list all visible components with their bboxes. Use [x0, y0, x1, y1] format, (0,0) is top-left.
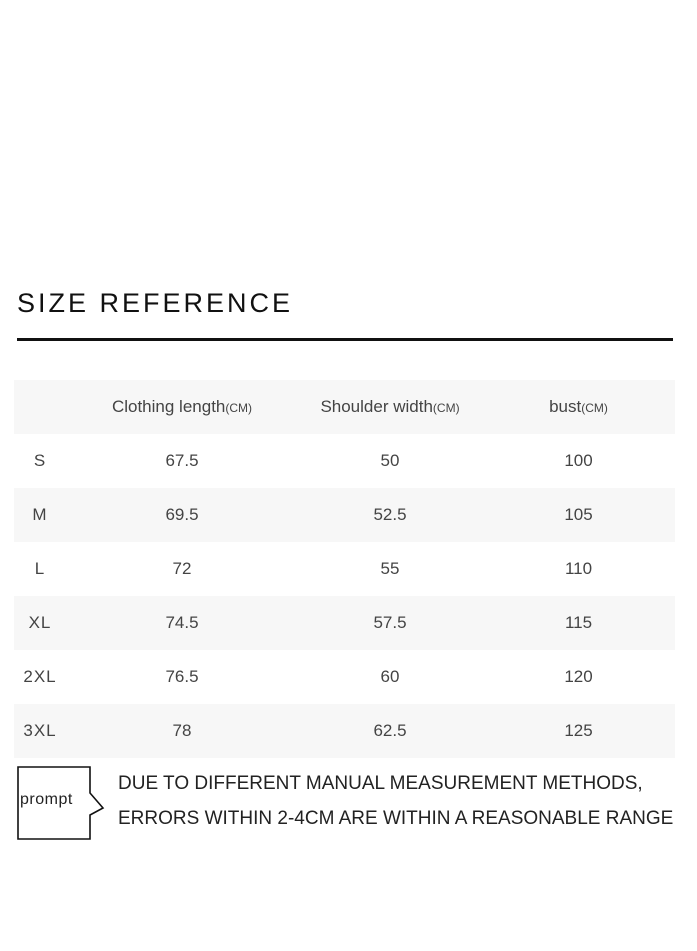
- clothing-length-cell: 78: [66, 704, 298, 758]
- size-cell: S: [33, 451, 47, 470]
- size-cell: 2XL: [23, 667, 57, 686]
- header-bust: bust(CM): [482, 380, 675, 434]
- prompt-callout: [17, 766, 90, 839]
- page-title: SIZE REFERENCE: [17, 288, 294, 318]
- measurement-note-line-2: ERRORS WITHIN 2-4CM ARE WITHIN A REASONABLE RANGE: [118, 808, 674, 829]
- table-row: [14, 488, 675, 542]
- bust-cell: 110: [564, 559, 593, 578]
- title-divider: [17, 338, 673, 341]
- table-header-row: [14, 380, 675, 434]
- bust-cell: 105: [482, 488, 675, 542]
- clothing-length-cell: 69.5: [66, 488, 298, 542]
- header-clothing-length: Clothing length(CM): [66, 380, 298, 434]
- bust-cell: 120: [564, 667, 593, 686]
- size-cell: L: [34, 559, 46, 578]
- size-cell: XL: [14, 596, 66, 650]
- shoulder-width-cell: 52.5: [298, 488, 482, 542]
- measurement-note-line-1: DUE TO DIFFERENT MANUAL MEASUREMENT METHODS,: [118, 773, 643, 794]
- prompt-label: prompt: [20, 791, 73, 808]
- clothing-length-cell: 67.5: [165, 451, 199, 470]
- size-table: [14, 380, 675, 758]
- clothing-length-cell: 72: [172, 559, 192, 578]
- shoulder-width-cell: 55: [380, 559, 400, 578]
- size-cell: 3XL: [14, 704, 66, 758]
- clothing-length-cell: 76.5: [165, 667, 199, 686]
- shoulder-width-cell: 50: [380, 451, 400, 470]
- shoulder-width-cell: 62.5: [298, 704, 482, 758]
- table-row: [14, 434, 675, 488]
- table-row: [14, 650, 675, 704]
- table-row: [14, 704, 675, 758]
- bust-cell: 115: [482, 596, 675, 650]
- shoulder-width-cell: 57.5: [298, 596, 482, 650]
- table-row: [14, 542, 675, 596]
- bust-cell: 100: [564, 451, 593, 470]
- clothing-length-cell: 74.5: [66, 596, 298, 650]
- size-cell: M: [14, 488, 66, 542]
- header-shoulder-width: Shoulder width(CM): [298, 380, 482, 434]
- header-size: [14, 380, 66, 434]
- table-row: [14, 596, 675, 650]
- bust-cell: 125: [482, 704, 675, 758]
- shoulder-width-cell: 60: [380, 667, 400, 686]
